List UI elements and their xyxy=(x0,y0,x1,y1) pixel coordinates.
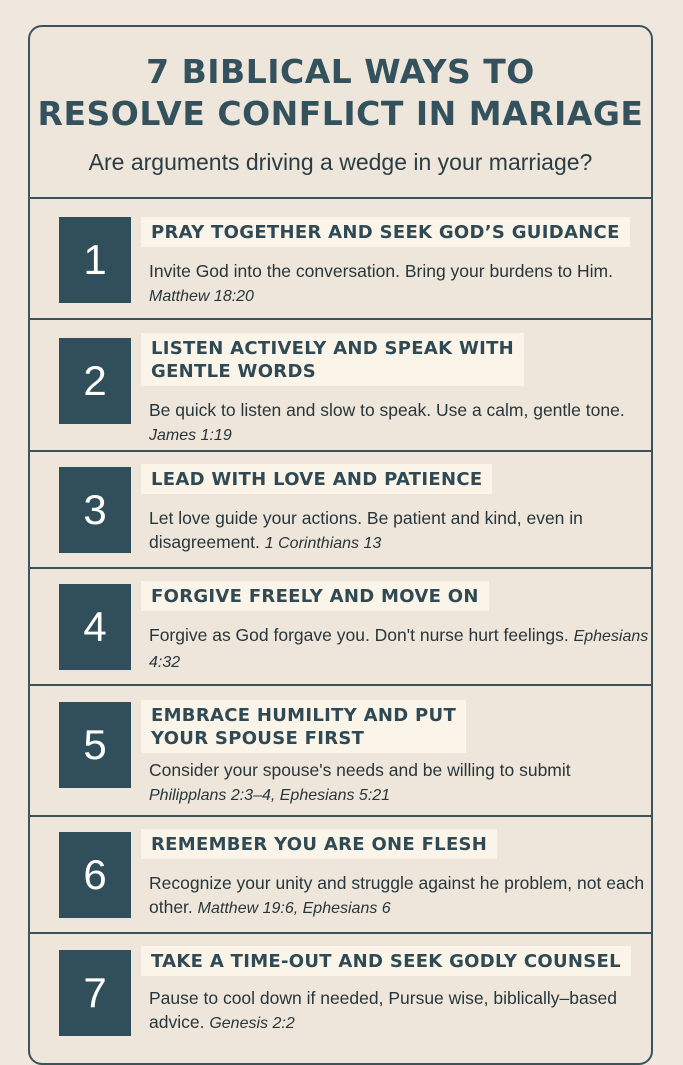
item-title-6-line-1: REMEMBER YOU ARE ONE FLESH xyxy=(151,834,488,855)
item-desc-7 xyxy=(149,986,649,1036)
item-number-4: 4 xyxy=(59,584,131,670)
item-desc-4 xyxy=(149,623,649,675)
item-title-5 xyxy=(141,700,466,753)
item-title-3 xyxy=(141,464,492,494)
header xyxy=(30,27,651,199)
list-item-6 xyxy=(30,817,651,934)
item-ref-5: Philipplans 2:3–4, Ephesians 5:21 xyxy=(149,787,391,804)
item-ref-4: Ephesians 4:32 xyxy=(149,628,649,671)
item-number-2: 2 xyxy=(59,338,131,424)
item-desc-1-text: Invite God into the conversation. Bring your burdens to Him. xyxy=(149,261,613,281)
list-item-7 xyxy=(30,934,651,1065)
item-title-2 xyxy=(141,333,524,386)
item-ref-1: Matthew 18:20 xyxy=(149,288,254,305)
item-desc-2 xyxy=(149,398,649,448)
list-item-3 xyxy=(30,452,651,569)
title-line-2: RESOLVE CONFLICT IN MARIAGE xyxy=(37,94,644,133)
subtitle: Are arguments driving a wedge in your marriage? xyxy=(88,149,593,175)
item-desc-3-text: Let love guide your actions. Be patient and kind, even in disagreement. xyxy=(149,508,583,552)
item-title-4 xyxy=(141,581,489,611)
item-desc-4-text: Forgive as God forgave you. Don't nurse hurt feelings. xyxy=(149,625,569,645)
list-item-1 xyxy=(30,199,651,320)
item-title-2-line-2: GENTLE WORDS xyxy=(151,361,316,382)
item-ref-7: Genesis 2:2 xyxy=(209,1015,295,1032)
item-title-2-line-1: LISTEN ACTIVELY AND SPEAK WITH xyxy=(151,338,515,359)
item-number-7: 7 xyxy=(59,950,131,1036)
item-desc-2-text: Be quick to listen and slow to speak. Use a calm, gentle tone. xyxy=(149,400,625,420)
item-title-3-line-1: LEAD WITH LOVE AND PATIENCE xyxy=(151,469,483,490)
item-desc-5-text: Consider your spouse's needs and be willing to submit xyxy=(149,760,571,780)
item-title-1 xyxy=(141,217,630,247)
infographic-card xyxy=(28,25,653,1065)
item-desc-6-text: Recognize your unity and struggle against he problem, not each other. xyxy=(149,873,645,917)
item-ref-6: Matthew 19:6, Ephesians 6 xyxy=(197,900,391,917)
item-number-5: 5 xyxy=(59,702,131,788)
item-desc-5 xyxy=(149,758,649,808)
item-title-7-line-1: TAKE A TIME-OUT AND SEEK GODLY COUNSEL xyxy=(151,951,621,972)
item-desc-6 xyxy=(149,871,649,921)
item-number-3: 3 xyxy=(59,467,131,553)
item-number-1: 1 xyxy=(59,217,131,303)
item-ref-2: James 1:19 xyxy=(149,427,232,444)
item-desc-1 xyxy=(149,259,649,309)
item-ref-3: 1 Corinthians 13 xyxy=(264,535,382,552)
title-line-1: 7 BIBLICAL WAYS TO xyxy=(146,52,535,91)
item-title-5-line-2: YOUR SPOUSE FIRST xyxy=(151,728,365,749)
list-item-5 xyxy=(30,686,651,817)
item-number-6: 6 xyxy=(59,832,131,918)
item-title-5-line-1: EMBRACE HUMILITY AND PUT xyxy=(151,705,457,726)
item-desc-3 xyxy=(149,506,649,556)
item-title-6 xyxy=(141,829,497,859)
item-title-4-line-1: FORGIVE FREELY AND MOVE ON xyxy=(151,586,479,607)
item-title-1-line-1: PRAY TOGETHER AND SEEK GOD’S GUIDANCE xyxy=(151,222,620,243)
list-item-4 xyxy=(30,569,651,686)
item-desc-7-text: Pause to cool down if needed, Pursue wise, biblically–based advice. xyxy=(149,988,617,1032)
item-title-7 xyxy=(141,946,631,976)
list-item-2 xyxy=(30,320,651,452)
